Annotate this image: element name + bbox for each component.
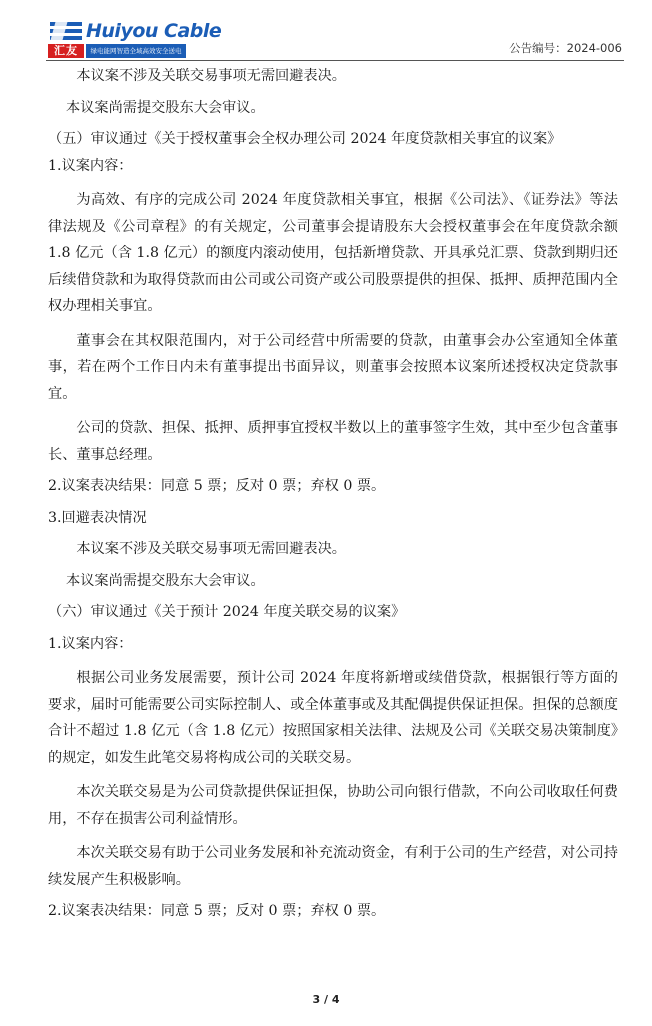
paragraph: 本议案不涉及关联交易事项无需回避表决。 [76,68,346,84]
paragraph: 本议案不涉及关联交易事项无需回避表决。 [76,541,346,557]
paragraph: 公司的贷款、担保、抵押、质押事宜授权半数以上的董事签字生效，其中至少包含董事长、董事总经理。 [48,420,618,463]
paragraph: 本议案尚需提交股东大会审议。 [66,572,265,589]
paragraph: 根据公司业务发展需要，预计公司 2024 年度将新增或续借贷款，根据银行等方面的要求，届时可能需要公司实际控制人、或全体董事或及其配偶提供保证担保。担保的总额度合计不超过 1.8 亿元（含 1.8 亿元）按照国家相关法律、法规及公司《关联交易决策制度》的规定，如发生此笔交易将构成公司的关联交易。 [48,670,618,766]
sub-heading: 3.回避表决情况 [48,509,147,526]
logo-slogan: 绿电能网智造全域高效安全送电 [86,44,186,58]
logo-english-name: Huiyou Cable [86,20,222,42]
document-body [48,58,618,925]
section-heading: （五）审议通过《关于授权董事会全权办理公司 2024 年度贷款相关事宜的议案》 [48,131,562,147]
paragraph: 本次关联交易有助于公司业务发展和补充流动资金，有利于公司的生产经营，对公司持续发展产生积极影响。 [48,845,618,888]
paragraph: 董事会在其权限范围内，对于公司经营中所需要的贷款，由董事会办公室通知全体董事，若在两个工作日内未有董事提出书面异议，则董事会按照本议案所述授权决定贷款事宜。 [48,332,618,402]
page-header [0,0,652,62]
section-heading: （六）审议通过《关于预计 2024 年度关联交易的议案》 [48,604,406,620]
cable-logo-icon [48,18,84,44]
logo-chinese-name: 汇友 [48,44,84,58]
page-number: 3 / 4 [312,993,340,1006]
company-logo [48,18,222,60]
announcement-number: 公告编号：2024-006 [509,41,622,55]
vote-result: 2.议案表决结果：同意 5 票；反对 0 票；弃权 0 票。 [48,478,386,494]
paragraph: 本次关联交易是为公司贷款提供保证担保，协助公司向银行借款，不向公司收取任何费用，不存在损害公司利益情形。 [48,784,618,827]
vote-result: 2.议案表决结果：同意 5 票；反对 0 票；弃权 0 票。 [48,903,386,919]
sub-heading: 1.议案内容： [48,157,133,174]
sub-heading: 1.议案内容： [48,635,133,652]
paragraph: 本议案尚需提交股东大会审议。 [66,99,265,116]
paragraph: 为高效、有序的完成公司 2024 年度贷款相关事宜，根据《公司法》、《证券法》等法律法规及《公司章程》的有关规定，公司董事会提请股东大会授权董事会在年度贷款余额 1.8 亿元（含 1.8 亿元）的额度内滚动使用，包括新增贷款、开具承兑汇票、贷款到期归还后续借贷款和为取得贷款而由公司或公司资产或公司股票提供的担保、抵押、质押范围内全权办理相关事宜。 [48,192,618,314]
